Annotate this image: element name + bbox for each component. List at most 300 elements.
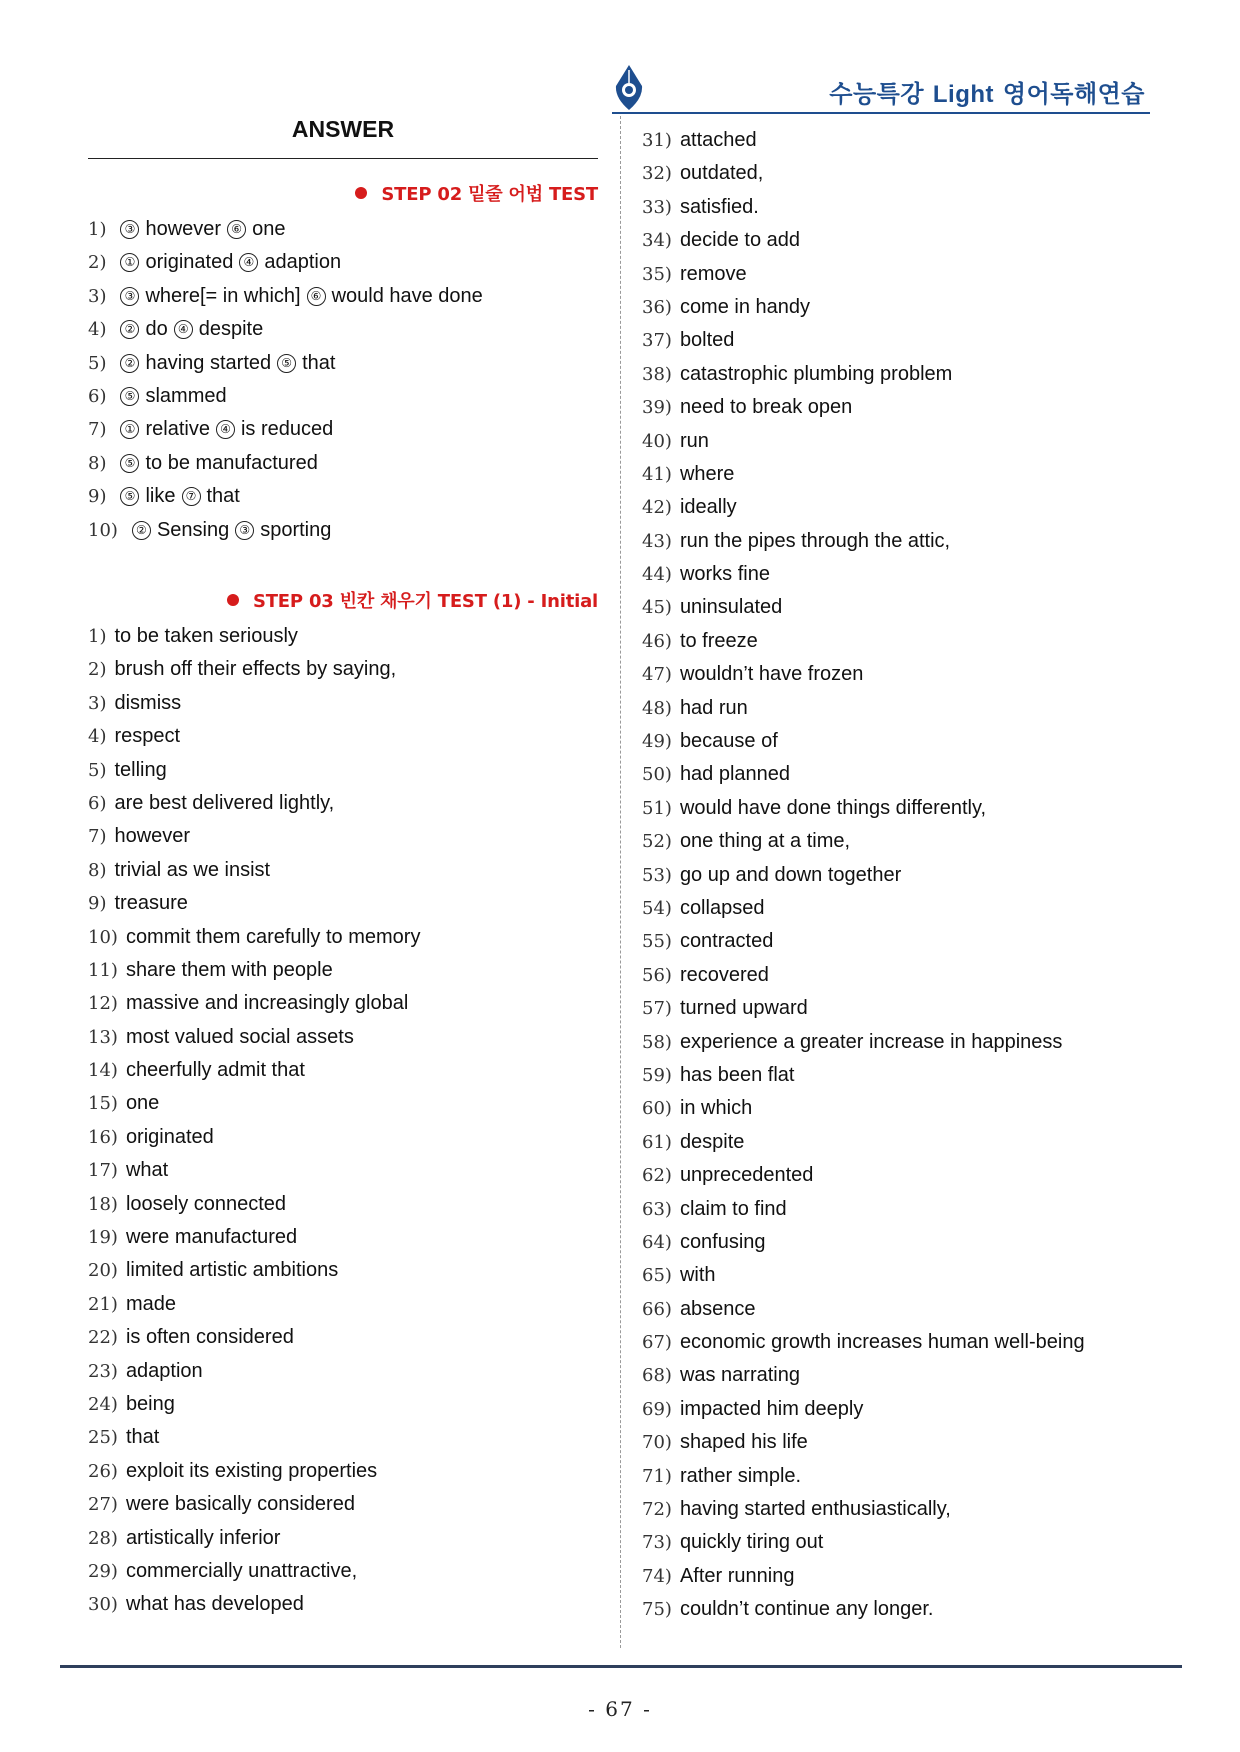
answer-item <box>642 1092 1085 1125</box>
answer-text: what <box>125 1159 169 1182</box>
item-number: 55) <box>642 931 672 953</box>
answer-item <box>642 425 1085 458</box>
answer-item <box>642 558 1085 591</box>
answer-item <box>642 758 1085 791</box>
answer-text: would have done <box>331 284 483 307</box>
circled-option-number: ⑤ <box>277 354 296 373</box>
answer-text: bolted <box>679 329 735 352</box>
item-number: 8) <box>88 859 107 881</box>
answer-item <box>88 687 420 720</box>
answer-item <box>642 792 1085 825</box>
bullet-dot-icon <box>227 594 239 606</box>
item-number: 46) <box>642 630 672 652</box>
answer-item <box>88 1555 420 1588</box>
answer-item <box>642 1193 1085 1226</box>
item-number: 4) <box>88 726 107 748</box>
answer-item <box>88 480 483 513</box>
answer-item <box>642 1493 1085 1526</box>
answer-text: ideally <box>679 496 737 519</box>
answer-item <box>642 191 1085 224</box>
item-number: 18) <box>88 1193 118 1215</box>
item-number: 60) <box>642 1098 672 1120</box>
answer-item <box>88 1087 420 1120</box>
answer-item <box>642 825 1085 858</box>
answer-item <box>642 224 1085 257</box>
answer-text: what has developed <box>125 1593 304 1616</box>
answer-text: were manufactured <box>125 1226 298 1249</box>
brand-suffix: 영어독해연습 <box>1002 80 1145 108</box>
item-number: 28) <box>88 1527 118 1549</box>
circled-option-number: ⑥ <box>307 287 326 306</box>
brand-title <box>829 74 1145 109</box>
answer-text: attached <box>679 129 757 151</box>
answer-text: run <box>679 429 709 452</box>
answer-text: run the pipes through the attic, <box>679 529 951 552</box>
item-number: 47) <box>642 664 672 686</box>
answer-text: absence <box>679 1297 756 1320</box>
answer-item <box>88 380 483 413</box>
answer-item <box>88 313 483 346</box>
item-number: 56) <box>642 964 672 986</box>
answer-item <box>642 725 1085 758</box>
answer-text: outdated, <box>679 162 764 185</box>
circled-option-number: ④ <box>239 253 258 272</box>
answer-text: originated <box>145 251 234 274</box>
item-number: 53) <box>642 864 672 886</box>
answer-item <box>642 1426 1085 1459</box>
answer-item <box>88 447 483 480</box>
answer-item <box>642 925 1085 958</box>
answer-text: share them with people <box>125 958 333 981</box>
answer-item <box>642 591 1085 624</box>
answer-text: that <box>206 485 240 508</box>
header-rule <box>612 112 1150 114</box>
item-number: 1) <box>88 219 107 240</box>
step03-answer-list-right <box>642 124 1085 1627</box>
answer-item <box>642 157 1085 190</box>
answer-text: is often considered <box>125 1326 294 1349</box>
answer-text: do <box>145 318 168 341</box>
answer-item <box>642 625 1085 658</box>
answer-text: commit them carefully to memory <box>125 925 421 948</box>
answer-item <box>642 1526 1085 1559</box>
answer-item <box>642 1593 1085 1626</box>
answer-item <box>88 754 420 787</box>
circled-option-number: ① <box>120 420 139 439</box>
item-number: 16) <box>88 1126 118 1148</box>
answer-item <box>88 1588 420 1621</box>
circled-option-number: ② <box>132 521 151 540</box>
item-number: 34) <box>642 230 672 252</box>
answer-item <box>642 525 1085 558</box>
step02-heading <box>355 180 598 206</box>
answer-item <box>642 1159 1085 1192</box>
circled-option-number: ⑥ <box>227 220 246 239</box>
answer-text: couldn’t continue any longer. <box>679 1598 934 1621</box>
answer-text: is reduced <box>240 418 334 441</box>
item-number: 45) <box>642 597 672 619</box>
answer-item <box>642 324 1085 357</box>
circled-option-number: ④ <box>174 320 193 339</box>
item-number: 37) <box>642 330 672 352</box>
item-number: 48) <box>642 697 672 719</box>
answer-item <box>642 1259 1085 1292</box>
answer-text: to freeze <box>679 629 758 652</box>
circled-option-number: ② <box>120 320 139 339</box>
answer-text: having started <box>145 351 272 374</box>
step02-heading-text: STEP 02 밑줄 어법 TEST <box>381 184 598 205</box>
answer-text: respect <box>114 725 181 748</box>
column-divider <box>620 116 621 1648</box>
item-number: 68) <box>642 1365 672 1387</box>
answer-text: had planned <box>679 763 791 786</box>
answer-item <box>88 1221 420 1254</box>
step02-answer-list <box>88 213 483 547</box>
answer-text: need to break open <box>679 396 853 419</box>
item-number: 74) <box>642 1565 672 1587</box>
answer-text: adaption <box>125 1359 203 1382</box>
answer-item <box>88 1054 420 1087</box>
item-number: 61) <box>642 1131 672 1153</box>
answer-text: decide to add <box>679 229 801 252</box>
item-number: 71) <box>642 1465 672 1487</box>
item-number: 58) <box>642 1031 672 1053</box>
answer-title: ANSWER <box>291 116 395 142</box>
answer-item <box>88 413 483 446</box>
item-number: 52) <box>642 831 672 853</box>
answer-item <box>88 987 420 1020</box>
answer-text: had run <box>679 696 748 719</box>
item-number: 17) <box>88 1160 118 1182</box>
item-number: 63) <box>642 1198 672 1220</box>
fountain-pen-nib-icon <box>612 64 646 112</box>
item-number: 25) <box>88 1427 118 1449</box>
item-number: 6) <box>88 385 107 407</box>
answer-text: come in handy <box>679 295 811 318</box>
answer-text: having started enthusiastically, <box>679 1498 951 1521</box>
item-number: 73) <box>642 1532 672 1554</box>
item-number: 10) <box>88 926 118 948</box>
answer-text: loosely connected <box>125 1192 287 1215</box>
answer-item <box>88 514 483 547</box>
answer-text: experience a greater increase in happiness <box>679 1030 1063 1053</box>
answer-item <box>642 358 1085 391</box>
item-number: 30) <box>88 1594 118 1616</box>
item-number: 21) <box>88 1293 118 1315</box>
answer-text: rather simple. <box>679 1464 802 1487</box>
answer-text: one thing at a time, <box>679 830 851 853</box>
answer-item <box>88 213 483 246</box>
answer-text: would have done things differently, <box>679 796 987 819</box>
answer-item <box>642 1326 1085 1359</box>
item-number: 64) <box>642 1231 672 1253</box>
item-number: 36) <box>642 296 672 318</box>
answer-text: shaped his life <box>679 1431 808 1454</box>
answer-text: contracted <box>679 930 774 953</box>
answer-item <box>642 959 1085 992</box>
answer-text: limited artistic ambitions <box>125 1259 339 1282</box>
item-number: 8) <box>88 452 107 474</box>
item-number: 14) <box>88 1060 118 1082</box>
item-number: 40) <box>642 430 672 452</box>
answer-item <box>88 954 420 987</box>
answer-text: collapsed <box>679 896 765 919</box>
answer-text: artistically inferior <box>125 1526 281 1549</box>
answer-item <box>642 1126 1085 1159</box>
answer-item <box>88 1522 420 1555</box>
circled-option-number: ③ <box>235 521 254 540</box>
answer-item <box>88 280 483 313</box>
answer-text: most valued social assets <box>125 1025 354 1048</box>
answer-text: wouldn’t have frozen <box>679 663 864 686</box>
item-number: 1) <box>88 626 107 647</box>
answer-text: massive and increasingly global <box>125 992 409 1015</box>
answer-item <box>642 1293 1085 1326</box>
answer-text: being <box>125 1392 175 1415</box>
answer-text: quickly tiring out <box>679 1531 824 1554</box>
answer-text: however <box>114 825 191 848</box>
item-number: 15) <box>88 1093 118 1115</box>
answer-text: one <box>125 1092 160 1115</box>
answer-text: catastrophic plumbing problem <box>679 362 953 385</box>
answer-item <box>88 1388 420 1421</box>
answer-text: has been flat <box>679 1063 795 1086</box>
item-number: 38) <box>642 363 672 385</box>
answer-item <box>88 1154 420 1187</box>
item-number: 24) <box>88 1393 118 1415</box>
item-number: 5) <box>88 352 107 374</box>
item-number: 27) <box>88 1494 118 1516</box>
answer-text: however <box>145 218 222 240</box>
circled-option-number: ④ <box>216 420 235 439</box>
bullet-dot-icon <box>355 187 367 199</box>
item-number: 3) <box>88 692 107 714</box>
item-number: 2) <box>88 659 107 681</box>
answer-item <box>642 859 1085 892</box>
item-number: 4) <box>88 319 107 341</box>
item-number: 57) <box>642 998 672 1020</box>
answer-text: like <box>145 485 176 508</box>
item-number: 20) <box>88 1260 118 1282</box>
answer-text: exploit its existing properties <box>125 1459 378 1482</box>
item-number: 9) <box>88 486 107 508</box>
answer-text: despite <box>198 318 264 341</box>
circled-option-number: ⑤ <box>120 487 139 506</box>
answer-item <box>88 921 420 954</box>
answer-text: made <box>125 1292 176 1315</box>
answer-item <box>642 1359 1085 1392</box>
answer-item <box>642 491 1085 524</box>
answer-item <box>88 1455 420 1488</box>
item-number: 31) <box>642 130 672 151</box>
circled-option-number: ⑤ <box>120 387 139 406</box>
answer-text: are best delivered lightly, <box>114 791 335 814</box>
item-number: 62) <box>642 1165 672 1187</box>
circled-option-number: ⑦ <box>182 487 201 506</box>
answer-text: slammed <box>145 384 227 407</box>
item-number: 75) <box>642 1599 672 1621</box>
step03-answer-list-left <box>88 620 420 1622</box>
item-number: 6) <box>88 792 107 814</box>
item-number: 70) <box>642 1432 672 1454</box>
step03-heading <box>227 587 598 613</box>
answer-text: in which <box>679 1097 753 1120</box>
answer-text: one <box>252 218 286 240</box>
answer-text: commercially unattractive, <box>125 1559 358 1582</box>
circled-option-number: ② <box>120 354 139 373</box>
answer-item <box>88 887 420 920</box>
answer-item <box>642 124 1085 157</box>
answer-text: brush off their effects by saying, <box>114 658 397 681</box>
item-number: 26) <box>88 1460 118 1482</box>
item-number: 41) <box>642 463 672 485</box>
item-number: 51) <box>642 797 672 819</box>
answer-text: that <box>302 351 336 374</box>
answer-item <box>642 1560 1085 1593</box>
answer-text: sporting <box>260 518 332 541</box>
item-number: 35) <box>642 263 672 285</box>
brand-prefix: 수능특강 <box>829 80 925 108</box>
answer-text: adaption <box>264 251 342 274</box>
item-number: 39) <box>642 397 672 419</box>
item-number: 42) <box>642 497 672 519</box>
answer-item <box>642 692 1085 725</box>
answer-item <box>642 291 1085 324</box>
answer-item <box>88 1188 420 1221</box>
circled-option-number: ③ <box>120 220 139 239</box>
answer-text: Sensing <box>156 518 230 541</box>
item-number: 65) <box>642 1265 672 1287</box>
circled-option-number: ⑤ <box>120 454 139 473</box>
item-number: 59) <box>642 1064 672 1086</box>
item-number: 49) <box>642 731 672 753</box>
answer-text: with <box>679 1264 716 1287</box>
answer-item <box>88 1421 420 1454</box>
answer-item <box>88 1021 420 1054</box>
answer-item <box>88 1488 420 1521</box>
answer-item <box>88 246 483 279</box>
answer-text: because of <box>679 730 778 753</box>
answer-text: turned upward <box>679 997 808 1020</box>
answer-text: impacted him deeply <box>679 1397 864 1420</box>
item-number: 69) <box>642 1398 672 1420</box>
item-number: 7) <box>88 419 107 441</box>
circled-option-number: ③ <box>120 287 139 306</box>
answer-text: trivial as we insist <box>114 858 271 881</box>
item-number: 43) <box>642 530 672 552</box>
answer-text: despite <box>679 1130 745 1153</box>
answer-text: unprecedented <box>679 1164 814 1187</box>
answer-text: recovered <box>679 963 769 986</box>
answer-text: to be manufactured <box>145 451 318 474</box>
answer-text: treasure <box>114 892 188 915</box>
answer-item <box>642 1393 1085 1426</box>
answer-text: originated <box>125 1125 214 1148</box>
answer-item <box>88 1321 420 1354</box>
answer-item <box>88 854 420 887</box>
item-number: 50) <box>642 764 672 786</box>
answer-text: confusing <box>679 1230 766 1253</box>
item-number: 5) <box>88 759 107 781</box>
item-number: 33) <box>642 196 672 218</box>
circled-option-number: ① <box>120 253 139 272</box>
answer-item <box>88 820 420 853</box>
answer-text: works fine <box>679 563 770 586</box>
answer-item <box>88 787 420 820</box>
answer-item <box>642 1226 1085 1259</box>
answer-text: cheerfully admit that <box>125 1059 305 1082</box>
answer-item <box>642 458 1085 491</box>
item-number: 67) <box>642 1332 672 1354</box>
answer-text: were basically considered <box>125 1493 355 1516</box>
answer-item <box>88 347 483 380</box>
item-number: 12) <box>88 993 118 1015</box>
item-number: 2) <box>88 252 107 274</box>
answer-item <box>642 1026 1085 1059</box>
brand-latin: Light <box>932 81 995 108</box>
answer-item <box>88 620 420 653</box>
answer-item <box>88 1121 420 1154</box>
item-number: 11) <box>88 959 118 981</box>
footer-rule <box>60 1665 1182 1668</box>
answer-item <box>642 992 1085 1025</box>
answer-item <box>642 391 1085 424</box>
answer-text: go up and down together <box>679 863 902 886</box>
item-number: 19) <box>88 1227 118 1249</box>
item-number: 44) <box>642 564 672 586</box>
answer-text: to be taken seriously <box>114 625 298 647</box>
answer-rule <box>88 158 598 159</box>
answer-text: claim to find <box>679 1197 787 1220</box>
answer-item <box>642 892 1085 925</box>
answer-text: uninsulated <box>679 596 783 619</box>
answer-text: After running <box>679 1564 795 1587</box>
answer-text: economic growth increases human well-being <box>679 1331 1085 1354</box>
answer-text: was narrating <box>679 1364 800 1387</box>
item-number: 32) <box>642 163 672 185</box>
item-number: 29) <box>88 1560 118 1582</box>
answer-text: where[= in which] <box>145 284 301 307</box>
answer-text: that <box>125 1426 160 1449</box>
item-number: 7) <box>88 826 107 848</box>
answer-text: where <box>679 462 735 485</box>
answer-item <box>88 1254 420 1287</box>
page-number: - 67 - <box>588 1697 652 1721</box>
answer-item <box>642 658 1085 691</box>
answer-text: satisfied. <box>679 195 759 218</box>
item-number: 3) <box>88 285 107 307</box>
answer-item <box>642 258 1085 291</box>
answer-text: relative <box>145 418 210 441</box>
answer-item <box>642 1059 1085 1092</box>
answer-item <box>642 1460 1085 1493</box>
item-number: 23) <box>88 1360 118 1382</box>
item-number: 66) <box>642 1298 672 1320</box>
item-number: 13) <box>88 1026 118 1048</box>
item-number: 10) <box>88 519 118 541</box>
answer-item <box>88 1355 420 1388</box>
answer-text: telling <box>114 758 167 781</box>
item-number: 9) <box>88 893 107 915</box>
item-number: 54) <box>642 897 672 919</box>
item-number: 72) <box>642 1499 672 1521</box>
answer-item <box>88 653 420 686</box>
step03-heading-text: STEP 03 빈칸 채우기 TEST (1) - Initial <box>252 591 598 612</box>
answer-item <box>88 1288 420 1321</box>
item-number: 22) <box>88 1327 118 1349</box>
answer-item <box>88 720 420 753</box>
answer-text: remove <box>679 262 747 285</box>
